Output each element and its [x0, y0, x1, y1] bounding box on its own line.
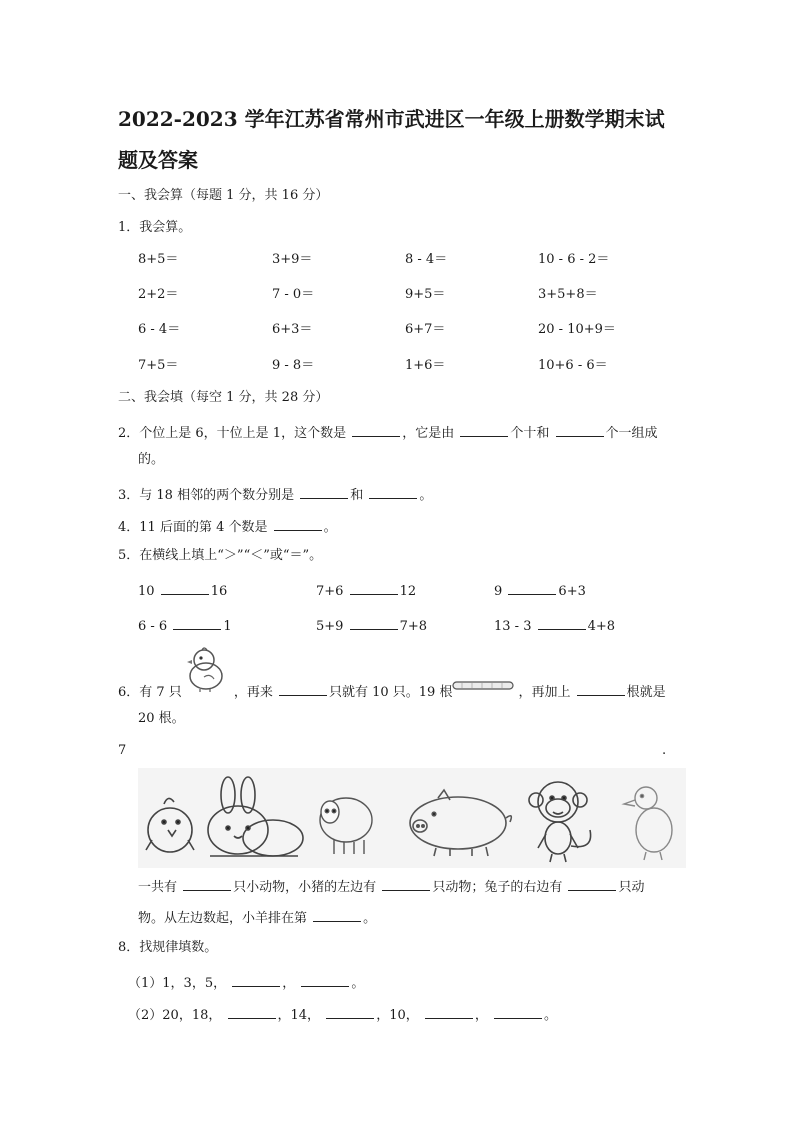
answer-blank[interactable] — [556, 422, 604, 437]
answer-blank[interactable] — [538, 615, 586, 630]
answer-blank[interactable] — [279, 681, 327, 696]
q3-text-a: 3．与 18 相邻的两个数分别是 — [118, 488, 295, 503]
q8-2-text-d: ， — [474, 1008, 488, 1023]
answer-blank[interactable] — [369, 484, 417, 499]
calc-item: 7 - 0＝ — [272, 287, 315, 302]
rabbit-icon — [208, 777, 303, 856]
answer-blank[interactable] — [232, 972, 280, 987]
question-4 — [118, 516, 337, 537]
calc-item: 6+3＝ — [272, 322, 313, 337]
compare-left: 10 — [138, 584, 155, 599]
answer-blank[interactable] — [577, 681, 625, 696]
question-7-line1 — [138, 876, 644, 897]
question-7-dot: . — [662, 743, 667, 758]
monkey-icon — [529, 782, 591, 862]
calc-item: 3+9＝ — [272, 252, 313, 267]
question-5: 5．在横线上填上“＞”“＜”或“＝”。 — [118, 548, 323, 563]
question-8: 8．找规律填数。 — [118, 940, 218, 955]
q7-text-c: 只动物；兔子的右边有 — [432, 880, 563, 895]
calc-item: 8+5＝ — [138, 252, 179, 267]
q6-text-f: 20 根。 — [138, 711, 185, 726]
q8-2-text-c: ，10， — [376, 1008, 419, 1023]
answer-blank[interactable] — [352, 422, 400, 437]
compare-right: 7+8 — [399, 619, 428, 634]
question-7-line2 — [138, 907, 376, 928]
compare-left: 13 - 3 — [494, 619, 532, 634]
answer-blank[interactable] — [382, 876, 430, 891]
section-heading-1: 一、我会算（每题 1 分，共 16 分） — [118, 188, 329, 203]
calc-item: 9+5＝ — [405, 287, 446, 302]
q3-text-c: 。 — [419, 488, 433, 503]
compare-item — [494, 580, 586, 601]
compare-item — [138, 615, 232, 636]
page-title-line1: 2022-2023 学年江苏省常州市武进区一年级上册数学期末试 — [118, 107, 665, 131]
q6-text-d: ，再加上 — [518, 685, 571, 700]
answer-blank[interactable] — [508, 580, 556, 595]
question-8-2 — [128, 1004, 557, 1025]
compare-right: 1 — [223, 619, 232, 634]
question-6 — [118, 681, 666, 702]
animals-picture — [138, 768, 686, 868]
q8-2-text-a: （2）20，18， — [128, 1008, 222, 1023]
answer-blank[interactable] — [274, 516, 322, 531]
calc-item: 6 - 4＝ — [138, 322, 181, 337]
q2-text-e: 的。 — [138, 452, 165, 467]
answer-blank[interactable] — [228, 1004, 276, 1019]
q4-text-b: 。 — [323, 520, 337, 535]
calc-item: 9 - 8＝ — [272, 358, 315, 373]
answer-blank[interactable] — [183, 876, 231, 891]
answer-blank[interactable] — [494, 1004, 542, 1019]
compare-right: 4+8 — [587, 619, 616, 634]
sheep-icon — [320, 798, 372, 854]
answer-blank[interactable] — [173, 615, 221, 630]
pig-icon — [410, 790, 511, 856]
page-title-line2: 题及答案 — [118, 148, 198, 172]
question-2 — [118, 422, 658, 443]
q7-text-e: 物。从左边数起，小羊排在第 — [138, 911, 308, 926]
question-3 — [118, 484, 432, 505]
answer-blank[interactable] — [300, 484, 348, 499]
calc-item: 8 - 4＝ — [405, 252, 448, 267]
duck-icon — [624, 787, 672, 860]
answer-blank[interactable] — [161, 580, 209, 595]
q8-2-text-b: ，14， — [277, 1008, 321, 1023]
q4-text-a: 4．11 后面的第 4 个数是 — [118, 520, 268, 535]
answer-blank[interactable] — [350, 615, 398, 630]
q8-1-text-b: ， — [282, 976, 296, 991]
calc-item: 3+5+8＝ — [538, 287, 598, 302]
q2-text-a: 2．个位上是 6，十位上是 1，这个数是 — [118, 426, 347, 441]
compare-left: 5+9 — [316, 619, 344, 634]
q2-text-d: 个一组成 — [605, 426, 658, 441]
calc-item: 6+7＝ — [405, 322, 446, 337]
compare-left: 6 - 6 — [138, 619, 168, 634]
q2-text-b: ，它是由 — [402, 426, 455, 441]
q8-2-text-e: 。 — [544, 1008, 558, 1023]
compare-item — [138, 580, 227, 601]
question-7-number: 7 — [118, 743, 127, 758]
q7-text-b: 只小动物，小猪的左边有 — [233, 880, 377, 895]
compare-right: 16 — [210, 584, 228, 599]
q6-text-b: ，再来 — [233, 685, 273, 700]
compare-item — [316, 615, 427, 636]
calc-item: 20 - 10+9＝ — [538, 322, 616, 337]
compare-right: 12 — [399, 584, 417, 599]
section-heading-2: 二、我会填（每空 1 分，共 28 分） — [118, 390, 329, 405]
question-1: 1．我会算。 — [118, 220, 192, 235]
answer-blank[interactable] — [313, 907, 361, 922]
q3-text-b: 和 — [350, 488, 364, 503]
answer-blank[interactable] — [425, 1004, 473, 1019]
q7-text-d: 只动 — [618, 880, 645, 895]
animals-illustration — [138, 768, 686, 868]
answer-blank[interactable] — [326, 1004, 374, 1019]
q6-text-e: 根就是 — [626, 685, 666, 700]
answer-blank[interactable] — [301, 972, 349, 987]
question-8-1 — [128, 972, 364, 993]
chick-icon — [146, 798, 194, 852]
q7-text-a: 一共有 — [138, 880, 178, 895]
q7-text-f: 。 — [363, 911, 377, 926]
calc-item: 2+2＝ — [138, 287, 179, 302]
compare-left: 7+6 — [316, 584, 344, 599]
answer-blank[interactable] — [350, 580, 398, 595]
compare-item — [494, 615, 615, 636]
compare-right: 6+3 — [558, 584, 586, 599]
q8-1-text-c: 。 — [351, 976, 365, 991]
q6-text-a: 6．有 7 只 — [118, 685, 182, 700]
calc-item: 1+6＝ — [405, 358, 446, 373]
calc-item: 10 - 6 - 2＝ — [538, 252, 610, 267]
q2-text-c: 个十和 — [510, 426, 550, 441]
answer-blank[interactable] — [460, 422, 508, 437]
answer-blank[interactable] — [568, 876, 616, 891]
calc-item: 10+6 - 6＝ — [538, 358, 608, 373]
compare-left: 9 — [494, 584, 503, 599]
q6-text-c: 只就有 10 只。19 根 — [328, 685, 453, 700]
compare-item — [316, 580, 416, 601]
calc-item: 7+5＝ — [138, 358, 179, 373]
q8-1-text-a: （1）1，3，5， — [128, 976, 227, 991]
